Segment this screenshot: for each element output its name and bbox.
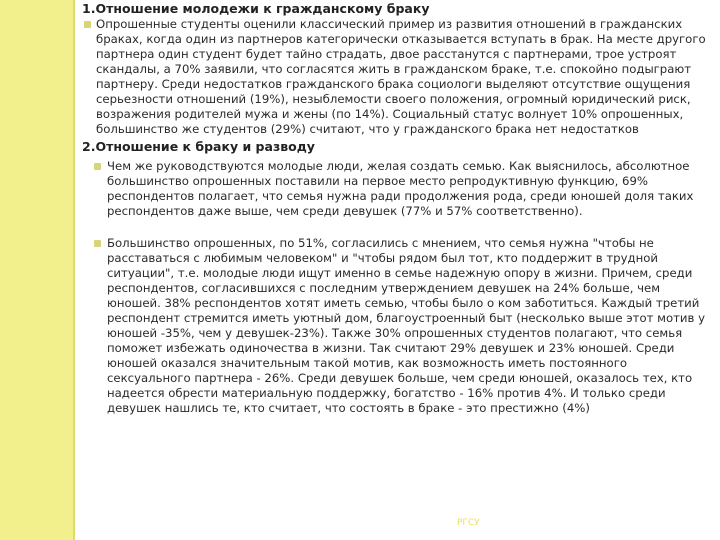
square-bullet-icon [94,163,101,170]
side-band-edge [73,0,75,540]
bullet-item [80,159,712,219]
paragraph-motivation: Чем же руководствуются молодые люди, желая создать семью. Как выяснилось, абсолютное большинство опрошенных поставили на первое место репродуктивную функцию, 69% респондентов полагает, что семья нужна ради продолжения рода, среди юношей доля таких респондентов даже выше, чем среди девушек (77% и 57% соответственно). [107,159,694,218]
bullet-item [80,236,712,416]
paragraph-civil-marriage: Опрошенные студенты оценили классический пример из развития отношений в гражданских браках, когда один из партнеров категорически отказывается вступать в брак. На месте другого партнера один студент будет тайно страдать, двое расстанутся с партнерами, трое устроят скандалы, а 70% заявили, что согласятся жить в гражданском браке, т.е. спокойно подыграют партнеру. Среди недостатков гражданского брака социологи выделяют отсутствие ощущения серьезности отношений (19%), незыблемости своего положения, огромный юридический риск, возражения родителей мужа и жены (по 14%). Социальный статус волнует 10% опрошенных, большинство же студентов (29%) считают, что у гражданского брака нет недостатков [96,17,706,136]
decorative-side-band [0,0,73,540]
square-bullet-icon [94,240,101,247]
footer-logo-text: РГСУ [457,518,480,528]
section-heading-marriage-divorce: 2.Отношение к браку и разводу [82,139,315,154]
paragraph-family-reasons: Большинство опрошенных, по 51%, согласились с мнением, что семья нужна "чтобы не расставаться с любимым человеком" и "чтобы рядом был тот, кто поддержит в трудной ситуации", т.е. молодые люди ищут именно в семье надежную опору в жизни. Причем, среди респондентов, согласившихся с последним утверждением девушек на 24% больше, чем юношей. 38% респондентов хотят иметь семью, чтобы было о ком заботиться. Каждый третий респондент стремится иметь уютный дом, благоустроенный быт (несколько выше этот мотив у юношей -35%, чем у девушек-23%). Также 30% опрошенных студентов полагают, что семья поможет избежать одиночества в жизни. Так считают 29% девушек и 23% юношей. Среди юношей оказался значительным такой мотив, как возможность иметь постоянного сексуального партнера - 26%. Среди девушек больше, чем среди юношей, оказалось тех, кто надеется обрести материальную поддержку, богатство - 16% против 4%. И только среди девушек нашлись те, кто считает, что состоять в браке - это престижно (4%) [107,236,706,415]
slide-content [80,1,712,416]
section-heading-civil-marriage: 1.Отношение молодежи к гражданскому браку [82,1,430,16]
bullet-item [80,17,712,137]
square-bullet-icon [84,21,91,28]
